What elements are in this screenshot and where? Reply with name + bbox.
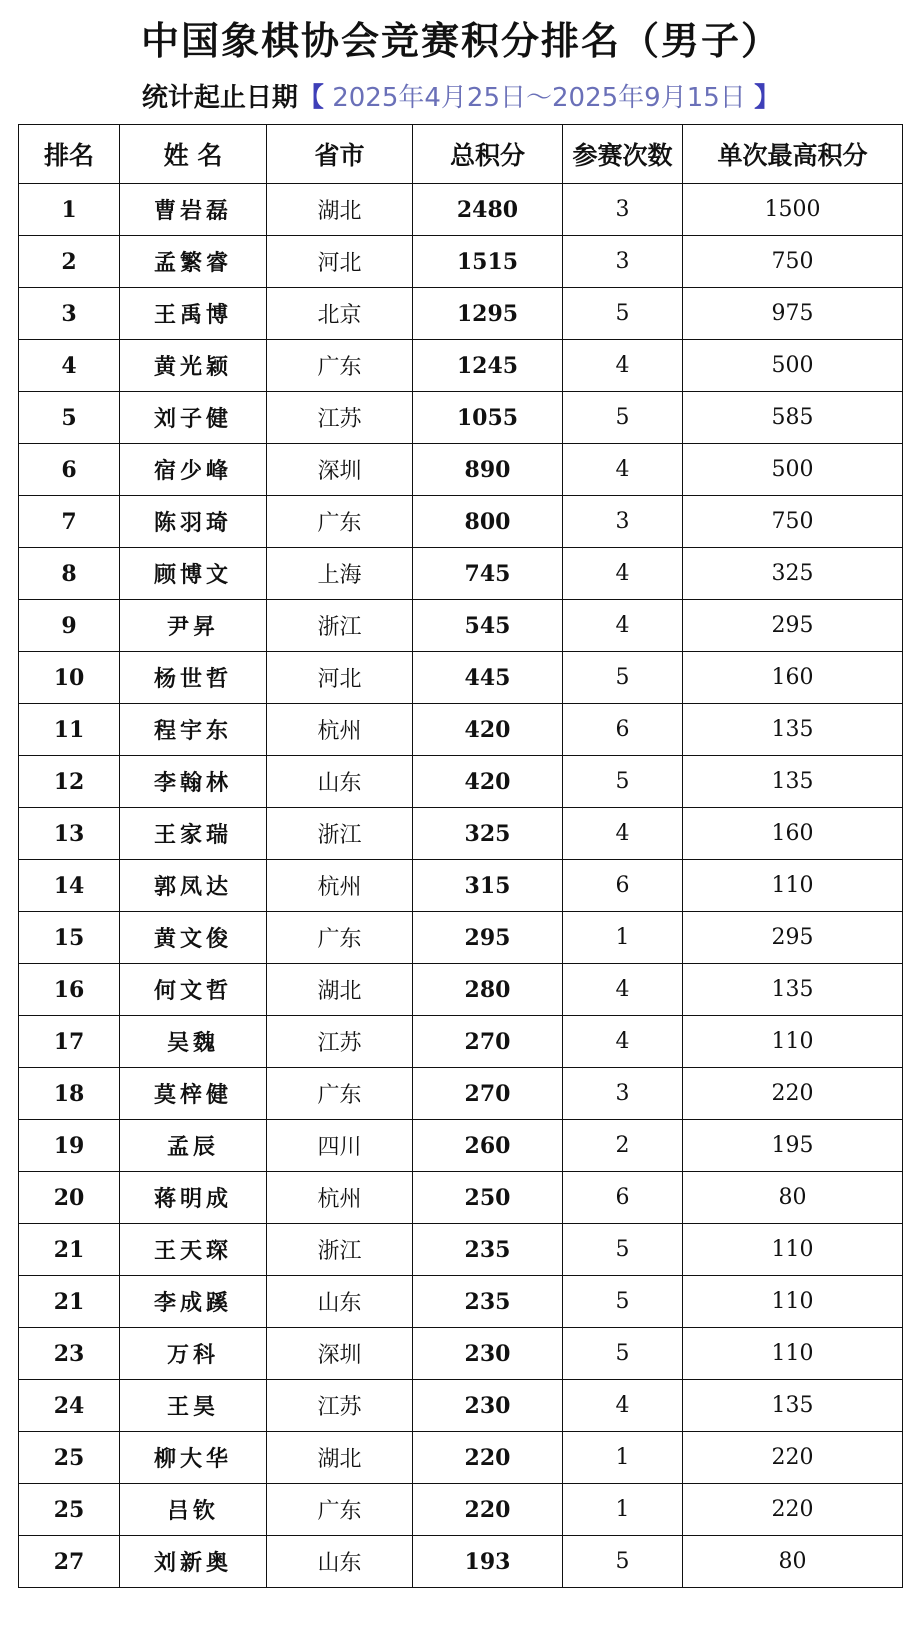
name-cell: 柳大华	[120, 1432, 267, 1484]
total-cell: 250	[413, 1172, 563, 1224]
table-row	[19, 600, 903, 652]
max-cell: 1500	[683, 184, 903, 236]
name-cell: 顾博文	[120, 548, 267, 600]
table-row	[19, 340, 903, 392]
table-row	[19, 1380, 903, 1432]
table-row	[19, 964, 903, 1016]
table-row	[19, 1068, 903, 1120]
max-cell: 110	[683, 1224, 903, 1276]
total-cell: 800	[413, 496, 563, 548]
prov-cell: 杭州	[267, 1172, 413, 1224]
name-cell: 吕钦	[120, 1484, 267, 1536]
rank-cell: 27	[19, 1536, 120, 1588]
total-cell: 315	[413, 860, 563, 912]
total-cell: 545	[413, 600, 563, 652]
rank-cell: 15	[19, 912, 120, 964]
name-cell: 李翰林	[120, 756, 267, 808]
rank-cell: 7	[19, 496, 120, 548]
max-cell: 750	[683, 236, 903, 288]
rank-cell: 25	[19, 1484, 120, 1536]
rank-cell: 19	[19, 1120, 120, 1172]
table-row	[19, 548, 903, 600]
count-cell: 4	[563, 600, 683, 652]
rank-cell: 10	[19, 652, 120, 704]
max-cell: 80	[683, 1536, 903, 1588]
total-cell: 420	[413, 756, 563, 808]
name-cell: 王昊	[120, 1380, 267, 1432]
count-cell: 1	[563, 1484, 683, 1536]
prov-cell: 山东	[267, 1536, 413, 1588]
header-max-single-points: 单次最高积分	[683, 125, 903, 184]
prov-cell: 江苏	[267, 392, 413, 444]
rank-cell: 18	[19, 1068, 120, 1120]
rank-cell: 3	[19, 288, 120, 340]
name-cell: 程宇东	[120, 704, 267, 756]
count-cell: 5	[563, 1536, 683, 1588]
max-cell: 160	[683, 808, 903, 860]
name-cell: 曹岩磊	[120, 184, 267, 236]
total-cell: 270	[413, 1016, 563, 1068]
rank-cell: 17	[19, 1016, 120, 1068]
max-cell: 295	[683, 912, 903, 964]
count-cell: 4	[563, 964, 683, 1016]
prov-cell: 杭州	[267, 860, 413, 912]
count-cell: 1	[563, 1432, 683, 1484]
prov-cell: 湖北	[267, 1432, 413, 1484]
max-cell: 135	[683, 964, 903, 1016]
table-row	[19, 1328, 903, 1380]
max-cell: 110	[683, 1276, 903, 1328]
table-row	[19, 860, 903, 912]
name-cell: 王天琛	[120, 1224, 267, 1276]
max-cell: 585	[683, 392, 903, 444]
total-cell: 890	[413, 444, 563, 496]
prov-cell: 四川	[267, 1120, 413, 1172]
prov-cell: 河北	[267, 236, 413, 288]
rank-cell: 6	[19, 444, 120, 496]
prov-cell: 山东	[267, 756, 413, 808]
count-cell: 5	[563, 652, 683, 704]
prov-cell: 广东	[267, 1068, 413, 1120]
rank-cell: 9	[19, 600, 120, 652]
table-row	[19, 184, 903, 236]
count-cell: 4	[563, 1016, 683, 1068]
name-cell: 吴魏	[120, 1016, 267, 1068]
rank-cell: 13	[19, 808, 120, 860]
prov-cell: 浙江	[267, 600, 413, 652]
max-cell: 80	[683, 1172, 903, 1224]
total-cell: 280	[413, 964, 563, 1016]
name-cell: 黄光颖	[120, 340, 267, 392]
open-bracket: 【	[297, 83, 324, 113]
name-cell: 蒋明成	[120, 1172, 267, 1224]
rank-cell: 20	[19, 1172, 120, 1224]
count-cell: 4	[563, 1380, 683, 1432]
name-cell: 杨世哲	[120, 652, 267, 704]
rank-cell: 12	[19, 756, 120, 808]
max-cell: 110	[683, 860, 903, 912]
table-row	[19, 1276, 903, 1328]
count-cell: 2	[563, 1120, 683, 1172]
table-row	[19, 756, 903, 808]
total-cell: 1055	[413, 392, 563, 444]
total-cell: 2480	[413, 184, 563, 236]
prov-cell: 湖北	[267, 184, 413, 236]
max-cell: 110	[683, 1328, 903, 1380]
ranking-table-body	[19, 184, 903, 1588]
count-cell: 3	[563, 1068, 683, 1120]
rank-cell: 16	[19, 964, 120, 1016]
prov-cell: 广东	[267, 1484, 413, 1536]
name-cell: 郭凤达	[120, 860, 267, 912]
max-cell: 110	[683, 1016, 903, 1068]
count-cell: 5	[563, 1328, 683, 1380]
total-cell: 445	[413, 652, 563, 704]
prov-cell: 江苏	[267, 1380, 413, 1432]
table-row	[19, 236, 903, 288]
table-row	[19, 1120, 903, 1172]
rank-cell: 14	[19, 860, 120, 912]
header-total-points: 总积分	[413, 125, 563, 184]
count-cell: 3	[563, 184, 683, 236]
name-cell: 黄文俊	[120, 912, 267, 964]
name-cell: 尹昇	[120, 600, 267, 652]
name-cell: 陈羽琦	[120, 496, 267, 548]
name-cell: 王家瑞	[120, 808, 267, 860]
rank-cell: 21	[19, 1224, 120, 1276]
count-cell: 4	[563, 548, 683, 600]
count-cell: 3	[563, 496, 683, 548]
count-cell: 4	[563, 808, 683, 860]
count-cell: 1	[563, 912, 683, 964]
table-row	[19, 444, 903, 496]
header-name: 姓 名	[120, 125, 267, 184]
rank-cell: 23	[19, 1328, 120, 1380]
total-cell: 1515	[413, 236, 563, 288]
max-cell: 135	[683, 704, 903, 756]
prov-cell: 浙江	[267, 808, 413, 860]
name-cell: 刘子健	[120, 392, 267, 444]
total-cell: 235	[413, 1276, 563, 1328]
rank-cell: 2	[19, 236, 120, 288]
total-cell: 235	[413, 1224, 563, 1276]
rank-cell: 4	[19, 340, 120, 392]
count-cell: 3	[563, 236, 683, 288]
count-cell: 6	[563, 860, 683, 912]
total-cell: 1245	[413, 340, 563, 392]
count-cell: 6	[563, 704, 683, 756]
ranking-table	[18, 124, 903, 1588]
close-bracket: 】	[754, 83, 781, 113]
total-cell: 745	[413, 548, 563, 600]
rank-cell: 8	[19, 548, 120, 600]
total-cell: 230	[413, 1328, 563, 1380]
count-cell: 5	[563, 756, 683, 808]
max-cell: 195	[683, 1120, 903, 1172]
total-cell: 325	[413, 808, 563, 860]
name-cell: 宿少峰	[120, 444, 267, 496]
name-cell: 孟繁睿	[120, 236, 267, 288]
header-province: 省市	[267, 125, 413, 184]
name-cell: 王禹博	[120, 288, 267, 340]
table-row	[19, 1224, 903, 1276]
count-cell: 5	[563, 392, 683, 444]
table-row	[19, 704, 903, 756]
max-cell: 325	[683, 548, 903, 600]
table-row	[19, 1172, 903, 1224]
prov-cell: 浙江	[267, 1224, 413, 1276]
table-row	[19, 496, 903, 548]
rank-cell: 21	[19, 1276, 120, 1328]
prov-cell: 深圳	[267, 444, 413, 496]
max-cell: 295	[683, 600, 903, 652]
rank-cell: 25	[19, 1432, 120, 1484]
total-cell: 220	[413, 1432, 563, 1484]
max-cell: 750	[683, 496, 903, 548]
prov-cell: 北京	[267, 288, 413, 340]
name-cell: 李成蹊	[120, 1276, 267, 1328]
page-title: 中国象棋协会竞赛积分排名（男子）	[140, 19, 781, 63]
table-row	[19, 652, 903, 704]
max-cell: 975	[683, 288, 903, 340]
name-cell: 孟辰	[120, 1120, 267, 1172]
count-cell: 5	[563, 288, 683, 340]
rank-cell: 24	[19, 1380, 120, 1432]
max-cell: 135	[683, 756, 903, 808]
max-cell: 500	[683, 340, 903, 392]
prov-cell: 湖北	[267, 964, 413, 1016]
total-cell: 1295	[413, 288, 563, 340]
table-row	[19, 288, 903, 340]
count-cell: 4	[563, 444, 683, 496]
prov-cell: 上海	[267, 548, 413, 600]
total-cell: 220	[413, 1484, 563, 1536]
prov-cell: 广东	[267, 340, 413, 392]
date-range-line	[0, 78, 922, 118]
total-cell: 193	[413, 1536, 563, 1588]
prov-cell: 江苏	[267, 1016, 413, 1068]
header-rank: 排名	[19, 125, 120, 184]
table-row	[19, 1484, 903, 1536]
prov-cell: 河北	[267, 652, 413, 704]
max-cell: 220	[683, 1068, 903, 1120]
total-cell: 295	[413, 912, 563, 964]
prov-cell: 广东	[267, 496, 413, 548]
max-cell: 220	[683, 1484, 903, 1536]
table-row	[19, 912, 903, 964]
date-range-value: 2025年4月25日～2025年9月15日	[323, 83, 755, 113]
max-cell: 500	[683, 444, 903, 496]
name-cell: 莫梓健	[120, 1068, 267, 1120]
count-cell: 6	[563, 1172, 683, 1224]
header-event-count: 参赛次数	[563, 125, 683, 184]
rank-cell: 11	[19, 704, 120, 756]
table-row	[19, 392, 903, 444]
table-row	[19, 1432, 903, 1484]
count-cell: 5	[563, 1276, 683, 1328]
count-cell: 4	[563, 340, 683, 392]
prov-cell: 广东	[267, 912, 413, 964]
count-cell: 5	[563, 1224, 683, 1276]
max-cell: 220	[683, 1432, 903, 1484]
table-header-row	[19, 125, 903, 184]
prov-cell: 山东	[267, 1276, 413, 1328]
table-row	[19, 1536, 903, 1588]
max-cell: 135	[683, 1380, 903, 1432]
prov-cell: 杭州	[267, 704, 413, 756]
total-cell: 260	[413, 1120, 563, 1172]
max-cell: 160	[683, 652, 903, 704]
total-cell: 230	[413, 1380, 563, 1432]
table-row	[19, 808, 903, 860]
total-cell: 420	[413, 704, 563, 756]
name-cell: 刘新奥	[120, 1536, 267, 1588]
name-cell: 万科	[120, 1328, 267, 1380]
rank-cell: 5	[19, 392, 120, 444]
name-cell: 何文哲	[120, 964, 267, 1016]
date-range-label: 统计起止日期	[141, 83, 298, 113]
rank-cell: 1	[19, 184, 120, 236]
prov-cell: 深圳	[267, 1328, 413, 1380]
table-row	[19, 1016, 903, 1068]
total-cell: 270	[413, 1068, 563, 1120]
